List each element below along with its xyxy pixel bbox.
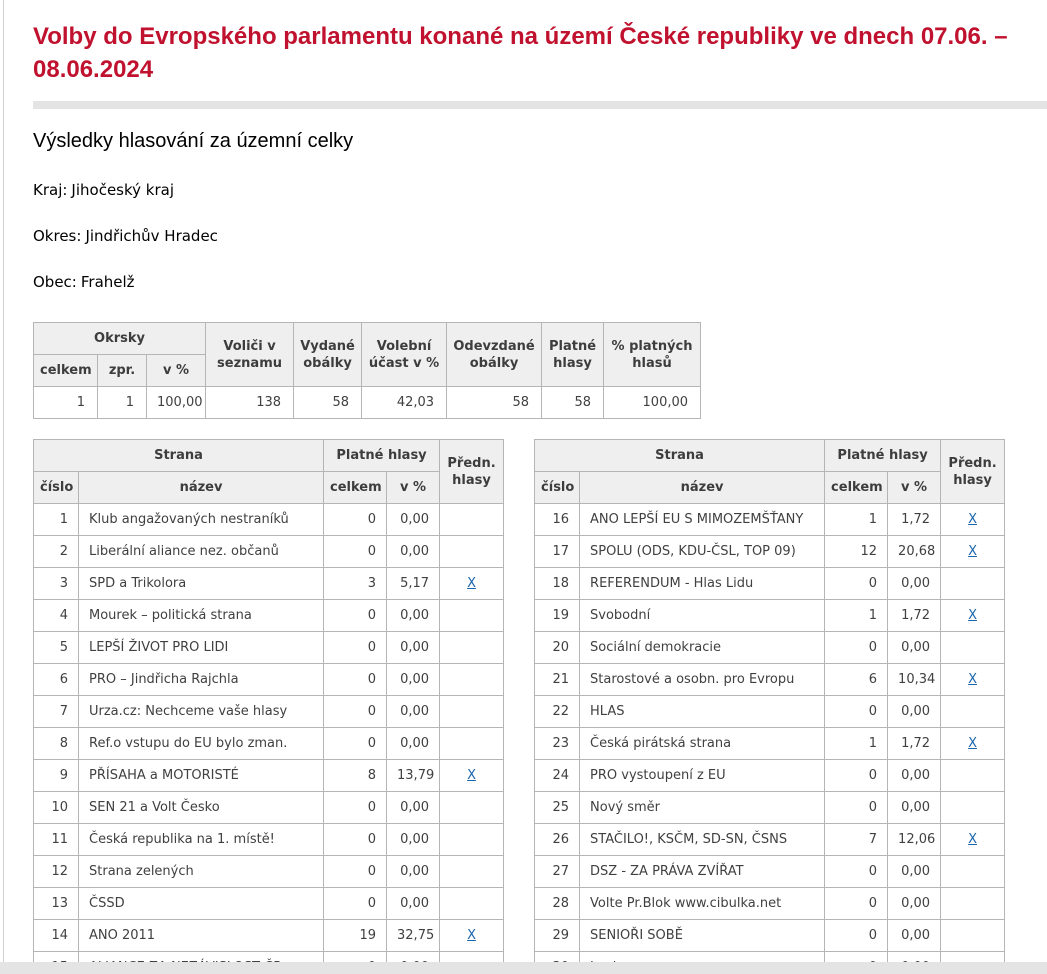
page-bottom-edge (0, 962, 1047, 974)
party-row (34, 600, 504, 632)
okrsky-celkem-header: celkem (34, 355, 98, 387)
votes-percent: 0,00 (387, 600, 440, 632)
party-name: PRO vystoupení z EU (580, 760, 825, 792)
pref-votes-cell (941, 664, 1005, 696)
party-name: Svobodní (580, 600, 825, 632)
votes-percent: 0,00 (888, 792, 941, 824)
results-subtitle: Výsledky hlasování za územní celky (33, 130, 354, 152)
party-name: HLAS (580, 696, 825, 728)
strana-group-header: Strana (34, 440, 324, 472)
cislo-header: číslo (535, 472, 580, 504)
pref-votes-cell (941, 696, 1005, 728)
votes-total: 0 (825, 856, 888, 888)
votes-percent: 0,00 (888, 888, 941, 920)
pref-votes-link[interactable]: X (968, 832, 978, 847)
party-name: SEN 21 a Volt Česko (79, 792, 324, 824)
party-name: Urza.cz: Nechceme vaše hlasy (79, 696, 324, 728)
party-row (34, 696, 504, 728)
votes-total: 6 (825, 664, 888, 696)
votes-percent: 0,00 (387, 824, 440, 856)
pref-votes-link[interactable]: X (968, 736, 978, 751)
pref-votes-cell (941, 920, 1005, 952)
party-tables (33, 439, 1047, 974)
party-number: 13 (34, 888, 79, 920)
party-number: 25 (535, 792, 580, 824)
predn-hlasy-header: Předn. hlasy (440, 440, 504, 504)
party-number: 27 (535, 856, 580, 888)
pref-votes-link[interactable]: X (968, 512, 978, 527)
party-number: 17 (535, 536, 580, 568)
page-left-edge (3, 0, 4, 974)
party-row (34, 792, 504, 824)
party-row (535, 696, 1005, 728)
summary-row (34, 387, 701, 419)
party-number: 9 (34, 760, 79, 792)
predn-hlasy-header: Předn. hlasy (941, 440, 1005, 504)
pref-votes-cell (440, 856, 504, 888)
party-number: 7 (34, 696, 79, 728)
volici-header: Voliči v seznamu (206, 323, 294, 387)
votes-percent: 0,00 (387, 856, 440, 888)
party-name: SPD a Trikolora (79, 568, 324, 600)
pref-votes-cell (941, 728, 1005, 760)
pref-votes-cell (941, 568, 1005, 600)
ucast-value: 42,03 (362, 387, 447, 419)
party-row (34, 824, 504, 856)
votes-total: 0 (825, 568, 888, 600)
party-name: Nový směr (580, 792, 825, 824)
party-row (34, 664, 504, 696)
pref-votes-link[interactable]: X (968, 672, 978, 687)
volici-value: 138 (206, 387, 294, 419)
pref-votes-link[interactable]: X (467, 768, 476, 783)
odevzdane-value: 58 (447, 387, 542, 419)
party-name: PRO – Jindřicha Rajchla (79, 664, 324, 696)
pref-votes-cell (440, 728, 504, 760)
votes-percent: 13,79 (387, 760, 440, 792)
party-row (535, 824, 1005, 856)
summary-table (33, 322, 701, 419)
okres-value: Jindřichův Hradec (85, 227, 218, 245)
party-number: 29 (535, 920, 580, 952)
party-number: 14 (34, 920, 79, 952)
votes-total: 0 (324, 728, 387, 760)
party-row (535, 856, 1005, 888)
votes-percent: 0,00 (387, 696, 440, 728)
party-number: 4 (34, 600, 79, 632)
votes-percent: 1,72 (888, 504, 941, 536)
pref-votes-cell (941, 632, 1005, 664)
okrsky-zpr-header: zpr. (98, 355, 147, 387)
party-number: 3 (34, 568, 79, 600)
votes-percent: 0,00 (888, 920, 941, 952)
party-number: 23 (535, 728, 580, 760)
votes-percent: 10,34 (888, 664, 941, 696)
party-number: 8 (34, 728, 79, 760)
okrsky-group-header: Okrsky (34, 323, 206, 355)
party-row (535, 792, 1005, 824)
votes-total: 0 (825, 760, 888, 792)
votes-total: 1 (825, 600, 888, 632)
votes-percent: 0,00 (888, 632, 941, 664)
votes-total: 0 (324, 696, 387, 728)
votes-percent: 0,00 (387, 792, 440, 824)
pref-votes-cell (440, 760, 504, 792)
kraj-value: Jihočeský kraj (71, 181, 174, 199)
votes-total: 0 (324, 888, 387, 920)
party-number: 19 (535, 600, 580, 632)
votes-total: 19 (324, 920, 387, 952)
strana-group-header: Strana (535, 440, 825, 472)
okrsky-zpr-value: 1 (98, 387, 147, 419)
votes-total: 0 (324, 536, 387, 568)
party-row (34, 856, 504, 888)
party-row (535, 664, 1005, 696)
votes-percent: 0,00 (888, 760, 941, 792)
party-row (34, 888, 504, 920)
votes-total: 0 (825, 696, 888, 728)
party-row (34, 920, 504, 952)
votes-percent: 0,00 (387, 664, 440, 696)
platne-header: Platné hlasy (542, 323, 604, 387)
party-row (535, 568, 1005, 600)
platne-hlasy-group-header: Platné hlasy (825, 440, 941, 472)
votes-percent: 0,00 (387, 728, 440, 760)
pref-votes-cell (440, 504, 504, 536)
vydane-value: 58 (294, 387, 362, 419)
party-number: 20 (535, 632, 580, 664)
party-row (535, 632, 1005, 664)
votes-total: 0 (825, 888, 888, 920)
party-row (34, 632, 504, 664)
party-number: 5 (34, 632, 79, 664)
party-name: Mourek – politická strana (79, 600, 324, 632)
votes-total: 8 (324, 760, 387, 792)
party-number: 6 (34, 664, 79, 696)
party-name: DSZ - ZA PRÁVA ZVÍŘAT (580, 856, 825, 888)
kraj-label: Kraj: (33, 181, 68, 199)
pref-votes-cell (941, 760, 1005, 792)
party-row (34, 728, 504, 760)
platne-hlasy-group-header: Platné hlasy (324, 440, 440, 472)
votes-total: 0 (324, 664, 387, 696)
pref-votes-cell (440, 600, 504, 632)
votes-total: 0 (324, 856, 387, 888)
pct-platnych-header: % platných hlasů (604, 323, 701, 387)
party-number: 26 (535, 824, 580, 856)
ucast-header: Volební účast v % (362, 323, 447, 387)
pct-platnych-value: 100,00 (604, 387, 701, 419)
party-row (535, 728, 1005, 760)
party-number: 10 (34, 792, 79, 824)
pref-votes-cell (941, 600, 1005, 632)
pref-votes-cell (440, 696, 504, 728)
party-name: ČSSD (79, 888, 324, 920)
party-number: 21 (535, 664, 580, 696)
votes-total: 0 (825, 920, 888, 952)
party-name: Sociální demokracie (580, 632, 825, 664)
votes-percent: 0,00 (888, 568, 941, 600)
page-title: Volby do Evropského parlamentu konané na území České republiky ve dnech 07.06. – 08.06.2024 (33, 23, 1008, 83)
okres-label: Okres: (33, 227, 82, 245)
votes-total: 0 (324, 504, 387, 536)
party-row (535, 760, 1005, 792)
kraj-line (33, 181, 1047, 199)
obec-value: Frahelž (80, 273, 135, 291)
cislo-header: číslo (34, 472, 79, 504)
votes-total: 12 (825, 536, 888, 568)
votes-percent: 0,00 (888, 696, 941, 728)
pref-votes-cell (941, 824, 1005, 856)
votes-total: 0 (825, 792, 888, 824)
pref-votes-cell (440, 920, 504, 952)
pref-votes-cell (440, 632, 504, 664)
party-row (535, 600, 1005, 632)
party-name: Volte Pr.Blok www.cibulka.net (580, 888, 825, 920)
votes-percent: 0,00 (888, 856, 941, 888)
party-name: STAČILO!, KSČM, SD-SN, ČSNS (580, 824, 825, 856)
votes-percent: 32,75 (387, 920, 440, 952)
okrsky-celkem-value: 1 (34, 387, 98, 419)
party-row (535, 536, 1005, 568)
party-name: Česká republika na 1. místě! (79, 824, 324, 856)
okres-line (33, 227, 1047, 245)
pref-votes-link[interactable]: X (467, 576, 476, 591)
party-name: Liberální aliance nez. občanů (79, 536, 324, 568)
pref-votes-cell (440, 824, 504, 856)
pref-votes-cell (941, 888, 1005, 920)
party-row (34, 504, 504, 536)
pref-votes-cell (941, 536, 1005, 568)
party-name: Strana zelených (79, 856, 324, 888)
votes-total: 0 (825, 632, 888, 664)
party-number: 2 (34, 536, 79, 568)
party-name: LEPŠÍ ŽIVOT PRO LIDI (79, 632, 324, 664)
party-name: ANO LEPŠÍ EU S MIMOZEMŠŤANY (580, 504, 825, 536)
party-row (34, 568, 504, 600)
party-row (34, 536, 504, 568)
votes-total: 0 (324, 792, 387, 824)
platne-value: 58 (542, 387, 604, 419)
votes-total: 3 (324, 568, 387, 600)
party-number: 22 (535, 696, 580, 728)
party-number: 16 (535, 504, 580, 536)
party-number: 28 (535, 888, 580, 920)
party-row (535, 888, 1005, 920)
pref-votes-link[interactable]: X (968, 544, 978, 559)
party-number: 18 (535, 568, 580, 600)
votes-percent: 0,00 (387, 632, 440, 664)
odevzdane-header: Odevzdané obálky (447, 323, 542, 387)
nazev-header: název (79, 472, 324, 504)
party-name: ANO 2011 (79, 920, 324, 952)
votes-percent: 0,00 (387, 504, 440, 536)
pref-votes-cell (941, 504, 1005, 536)
votes-total: 0 (324, 600, 387, 632)
votes-total: 7 (825, 824, 888, 856)
pref-votes-link[interactable]: X (467, 928, 476, 943)
pref-votes-link[interactable]: X (968, 608, 978, 623)
vpct-header: v % (888, 472, 941, 504)
pref-votes-cell (941, 792, 1005, 824)
votes-percent: 0,00 (387, 536, 440, 568)
party-name: SPOLU (ODS, KDU-ČSL, TOP 09) (580, 536, 825, 568)
celkem-header: celkem (825, 472, 888, 504)
party-name: PŘÍSAHA a MOTORISTÉ (79, 760, 324, 792)
nazev-header: název (580, 472, 825, 504)
party-name: REFERENDUM - Hlas Lidu (580, 568, 825, 600)
votes-percent: 1,72 (888, 600, 941, 632)
votes-total: 0 (324, 632, 387, 664)
party-number: 1 (34, 504, 79, 536)
votes-total: 1 (825, 728, 888, 760)
okrsky-vpct-value: 100,00 (147, 387, 206, 419)
votes-total: 0 (324, 824, 387, 856)
okrsky-vpct-header: v % (147, 355, 206, 387)
party-row (535, 504, 1005, 536)
pref-votes-cell (440, 888, 504, 920)
party-row (535, 920, 1005, 952)
obec-line (33, 273, 1047, 291)
vpct-header: v % (387, 472, 440, 504)
vydane-header: Vydané obálky (294, 323, 362, 387)
party-name: SENIOŘI SOBĚ (580, 920, 825, 952)
title-divider (33, 101, 1047, 109)
party-name: Klub angažovaných nestraníků (79, 504, 324, 536)
pref-votes-cell (941, 856, 1005, 888)
party-name: Česká pirátská strana (580, 728, 825, 760)
votes-percent: 5,17 (387, 568, 440, 600)
party-table-left (33, 439, 504, 974)
party-number: 11 (34, 824, 79, 856)
celkem-header: celkem (324, 472, 387, 504)
party-name: Ref.o vstupu do EU bylo zman. (79, 728, 324, 760)
votes-percent: 20,68 (888, 536, 941, 568)
party-row (34, 760, 504, 792)
votes-percent: 0,00 (387, 888, 440, 920)
party-number: 12 (34, 856, 79, 888)
votes-percent: 1,72 (888, 728, 941, 760)
party-name: Starostové a osobn. pro Evropu (580, 664, 825, 696)
votes-percent: 12,06 (888, 824, 941, 856)
party-table-right (534, 439, 1005, 974)
party-number: 24 (535, 760, 580, 792)
pref-votes-cell (440, 568, 504, 600)
pref-votes-cell (440, 664, 504, 696)
votes-total: 1 (825, 504, 888, 536)
pref-votes-cell (440, 792, 504, 824)
pref-votes-cell (440, 536, 504, 568)
obec-label: Obec: (33, 273, 77, 291)
